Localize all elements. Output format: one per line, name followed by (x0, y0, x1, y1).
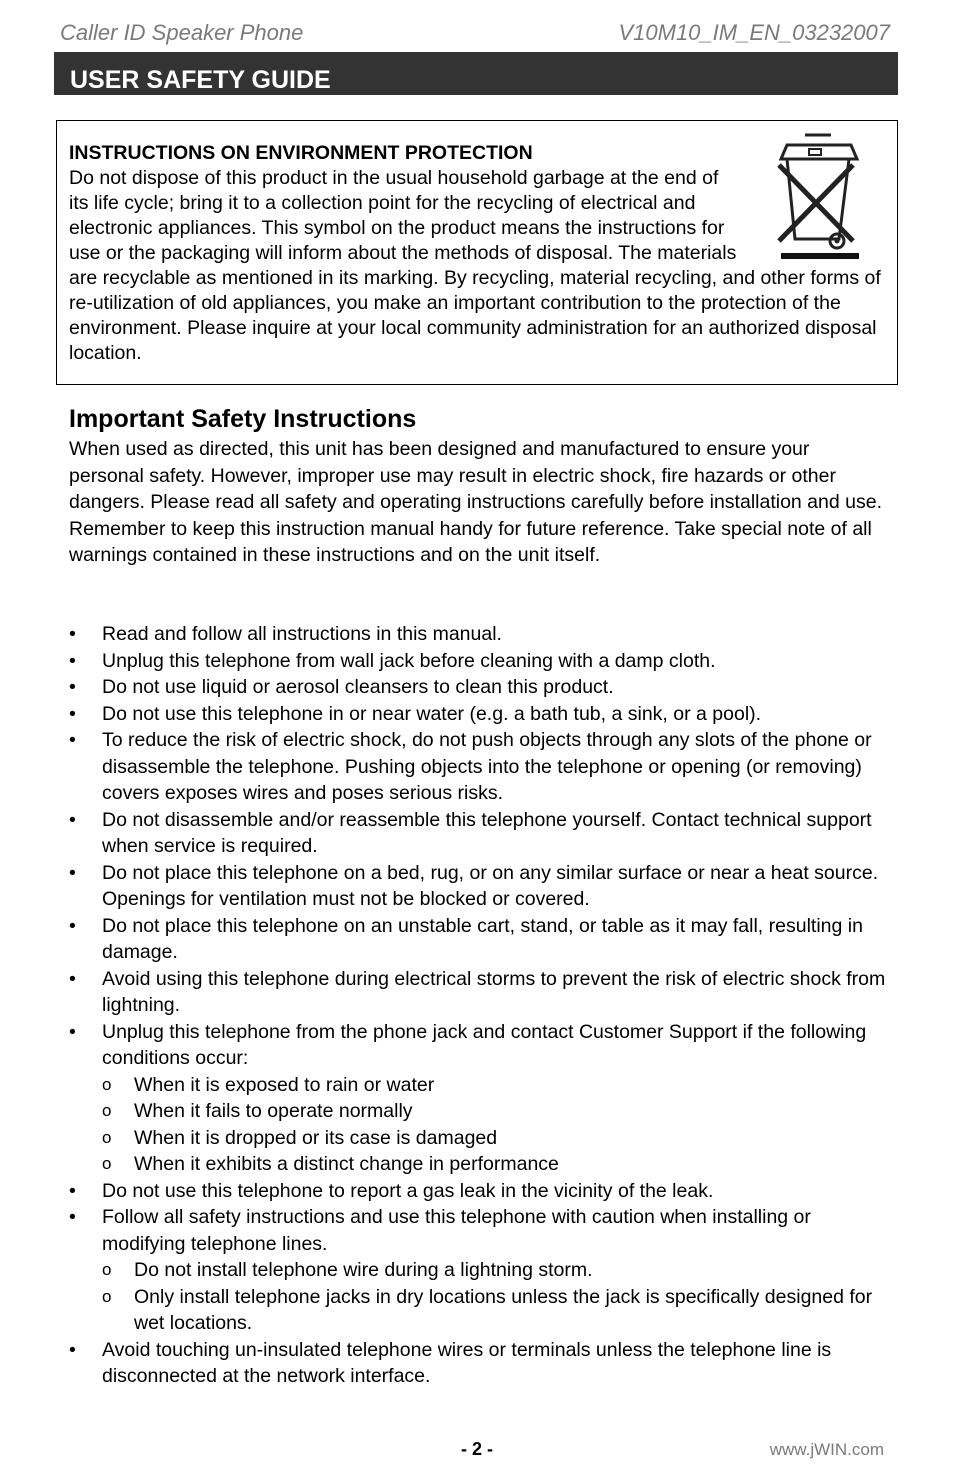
safety-sub-item-text: When it exhibits a distinct change in performance (134, 1153, 559, 1175)
safety-sub-item (102, 1151, 889, 1178)
safety-list-item (69, 674, 889, 701)
footer-url: www.jWIN.com (769, 1440, 884, 1459)
safety-item-text: Read and follow all instructions in this manual. (102, 623, 502, 645)
safety-item-text: Do not place this telephone on a bed, rug, or on any similar surface or near a heat source. Openings for ventilation must not be blocked or covered. (102, 861, 879, 910)
safety-list (69, 621, 889, 1390)
safety-list-item (69, 1019, 889, 1178)
safety-list-item (69, 1337, 889, 1390)
page-number: - 2 - (460, 1439, 493, 1459)
safety-sub-item-text: Only install telephone jacks in dry locations unless the jack is specifically designed for wet locations. (134, 1285, 873, 1334)
sub-bullet-marker: o (102, 1286, 112, 1306)
safety-list-item (69, 860, 889, 913)
safety-list-item (69, 1204, 889, 1337)
safety-sub-list (102, 1072, 889, 1178)
safety-item-text: Avoid using this telephone during electrical storms to prevent the risk of electric shock from lightning. (102, 967, 886, 1016)
safety-list-item (69, 701, 889, 728)
bullet-marker: • (69, 649, 76, 672)
sub-bullet-marker: o (102, 1260, 112, 1279)
safety-item-text: Do not disassemble and/or reassemble this telephone yourself. Contact technical support when service is required. (102, 808, 872, 857)
bullet-marker: • (69, 1179, 76, 1202)
sub-bullet-marker: o (102, 1154, 112, 1173)
bullet-marker: • (69, 729, 76, 751)
safety-item-text: Unplug this telephone from the phone jack and contact Customer Support if the following conditions occur: (102, 1020, 867, 1069)
bullet-marker: • (69, 702, 76, 725)
safety-sub-list (102, 1257, 889, 1337)
safety-sub-item (102, 1284, 889, 1337)
bullet-marker: • (69, 1206, 76, 1228)
bullet-marker: • (69, 967, 76, 990)
page-title: USER SAFETY GUIDE (54, 52, 898, 95)
safety-sub-item (102, 1098, 889, 1125)
environment-text: Do not dispose of this product in the usual household garbage at the end of its life cycle; bring it to a collection point for the recycling of electrical and electronic appliances. This symbol on the product means the instructions for use or the packaging will inform about the methods of disposal. The materials are recyclable as mentioned in its marking. By recycling, material recycling, and other forms of re-utilization of old appliances, you make an important contribution to the protection of the environment. Please inquire at your local community administration for an authorized disposal location. (69, 167, 881, 364)
safety-sub-item-text: When it fails to operate normally (134, 1100, 413, 1122)
safety-item-text: Do not place this telephone on an unstable cart, stand, or table as it may fall, resulting in damage. (102, 914, 863, 963)
sub-bullet-marker: o (102, 1101, 112, 1120)
bullet-marker: • (69, 1338, 76, 1361)
safety-item-text: Unplug this telephone from wall jack before cleaning with a damp cloth. (102, 649, 716, 672)
safety-item-text: Do not use liquid or aerosol cleansers to clean this product. (102, 676, 614, 698)
safety-item-text: To reduce the risk of electric shock, do not push objects through any slots of the phone or disassemble the telephone. Pushing objects into the telephone or opening (or removing) covers exposes wires and poses serious risks. (102, 729, 872, 804)
safety-intro: When used as directed, this unit has been designed and manufactured to ensure your personal safety. However, improper use may result in electric shock, fire hazards or other dangers. Please read all safety and operating instructions carefully before installation and use. Remember to keep this instruction manual handy for future reference. Take special note of all warnings contained in these instructions and on the unit itself. (69, 438, 882, 566)
safety-list-item (69, 966, 889, 1019)
safety-list-item (69, 913, 889, 966)
bullet-marker: • (69, 1020, 76, 1043)
safety-list-item (69, 1178, 889, 1205)
safety-item-text: Avoid touching un-insulated telephone wires or terminals unless the telephone line is disconnected at the network interface. (102, 1338, 832, 1387)
safety-item-text: Do not use this telephone in or near water (e.g. a bath tub, a sink, or a pool). (102, 702, 762, 725)
bullet-marker: • (69, 676, 76, 698)
safety-sub-item-text: Do not install telephone wire during a lightning storm. (134, 1259, 593, 1281)
safety-list-item (69, 807, 889, 860)
safety-section-title: Important Safety Instructions (69, 405, 417, 433)
safety-sub-item-text: When it is exposed to rain or water (134, 1073, 435, 1096)
environment-heading: INSTRUCTIONS ON ENVIRONMENT PROTECTION (69, 142, 533, 164)
header-document-code: V10M10_IM_EN_03232007 (618, 20, 890, 45)
header-product-name: Caller ID Speaker Phone (60, 20, 304, 45)
safety-sub-item (102, 1125, 889, 1152)
safety-list-item (69, 727, 889, 807)
safety-sub-item-text: When it is dropped or its case is damaged (134, 1126, 498, 1149)
bullet-marker: • (69, 623, 76, 645)
safety-list-item (69, 648, 889, 675)
bullet-marker: • (69, 914, 76, 937)
bullet-marker: • (69, 808, 76, 831)
safety-sub-item (102, 1257, 889, 1284)
safety-list-item (69, 621, 889, 648)
sub-bullet-marker: o (102, 1074, 112, 1094)
bullet-marker: • (69, 861, 76, 884)
safety-item-text: Do not use this telephone to report a gas leak in the vicinity of the leak. (102, 1179, 714, 1202)
sub-bullet-marker: o (102, 1127, 112, 1147)
safety-item-text: Follow all safety instructions and use this telephone with caution when installing or modifying telephone lines. (102, 1206, 811, 1255)
safety-sub-item (102, 1072, 889, 1099)
crossed-out-wheelie-bin-icon (765, 129, 865, 261)
environment-protection-box (56, 120, 898, 385)
